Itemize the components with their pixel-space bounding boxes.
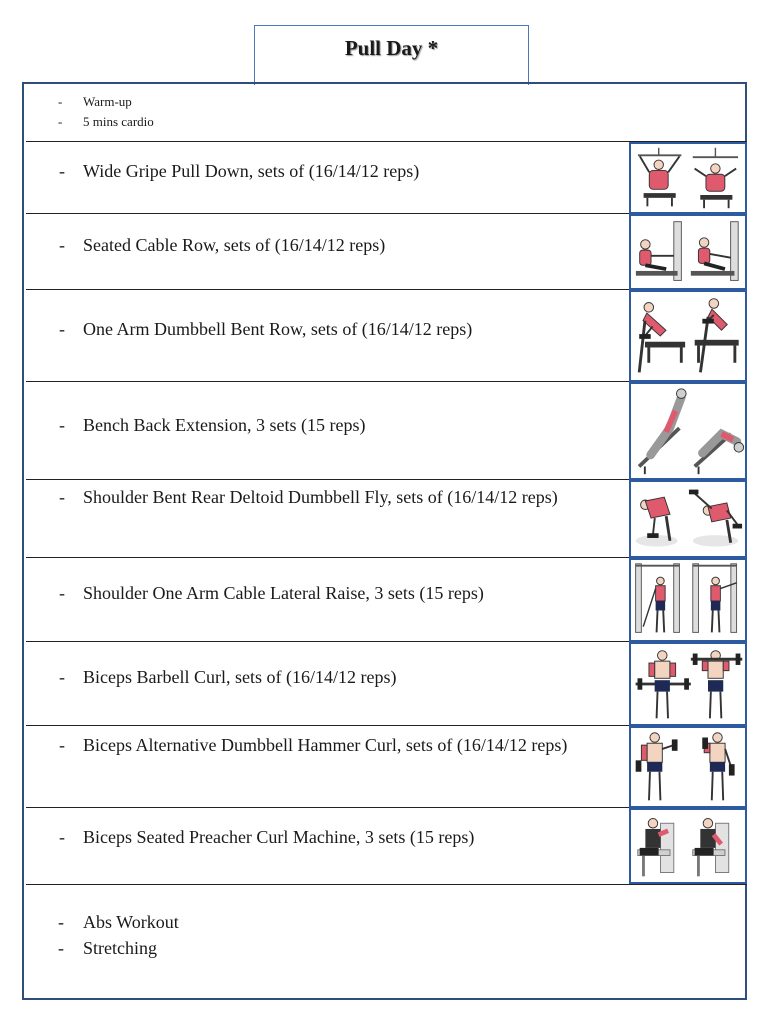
- warmup-item: - 5 mins cardio: [58, 114, 154, 129]
- dumbbell-row-icon: [631, 292, 745, 380]
- exercise-label: Biceps Alternative Dumbbell Hammer Curl, sets of (16/14/12 reps): [83, 735, 568, 755]
- exercise-row: - Biceps Barbell Curl, sets of (16/14/12 reps): [26, 642, 747, 726]
- barbell-curl-icon: [631, 644, 745, 724]
- back-extension-icon: [631, 384, 745, 478]
- page-title: Pull Day *: [344, 36, 439, 60]
- exercise-label: Seated Cable Row, sets of (16/14/12 reps): [83, 235, 386, 255]
- exercise-row: - Biceps Alternative Dumbbell Hammer Curl, sets of (16/14/12 reps): [26, 726, 747, 808]
- title-box: [254, 25, 529, 85]
- preacher-curl-icon: [631, 810, 745, 882]
- exercise-row: - Shoulder Bent Rear Deltoid Dumbbell Fly, sets of (16/14/12 reps): [26, 480, 747, 558]
- cable-lateral-raise-icon: [631, 560, 745, 640]
- exercise-row: - One Arm Dumbbell Bent Row, sets of (16/14/12 reps): [26, 290, 747, 382]
- lat-pulldown-icon: [631, 144, 745, 212]
- dumbbell-row-illustration: [629, 290, 747, 382]
- exercise-label: Bench Back Extension, 3 sets (15 reps): [83, 415, 366, 435]
- cooldown-item: - Abs Workout: [58, 912, 179, 932]
- lat-pulldown-illustration: [629, 142, 747, 214]
- exercise-row: - Biceps Seated Preacher Curl Machine, 3 sets (15 reps): [26, 808, 747, 884]
- exercise-label: Biceps Seated Preacher Curl Machine, 3 sets (15 reps): [83, 827, 475, 847]
- warmup-item: - Warm-up: [58, 94, 132, 109]
- hammer-curl-icon: [631, 728, 745, 806]
- warmup-label: 5 mins cardio: [83, 114, 154, 129]
- cable-lateral-raise-illustration: [629, 558, 747, 642]
- cooldown-label: Stretching: [83, 938, 157, 958]
- exercise-label: Shoulder One Arm Cable Lateral Raise, 3 sets (15 reps): [83, 583, 484, 603]
- cooldown-item: - Stretching: [58, 938, 157, 958]
- barbell-curl-illustration: [629, 642, 747, 726]
- rear-delt-fly-illustration: [629, 480, 747, 558]
- workout-sheet: [22, 82, 747, 1000]
- cooldown-label: Abs Workout: [83, 912, 179, 932]
- warmup-label: Warm-up: [83, 94, 132, 109]
- cooldown-section: [26, 884, 747, 996]
- warmup-section: [26, 86, 747, 142]
- preacher-curl-illustration: [629, 808, 747, 884]
- exercise-row: - Shoulder One Arm Cable Lateral Raise, 3 sets (15 reps): [26, 558, 747, 642]
- rear-delt-fly-icon: [631, 482, 745, 556]
- seated-row-icon: [631, 216, 745, 288]
- exercise-label: Biceps Barbell Curl, sets of (16/14/12 reps): [83, 667, 397, 687]
- seated-row-illustration: [629, 214, 747, 290]
- exercise-row: - Bench Back Extension, 3 sets (15 reps): [26, 382, 747, 480]
- back-extension-illustration: [629, 382, 747, 480]
- exercise-label: Shoulder Bent Rear Deltoid Dumbbell Fly, sets of (16/14/12 reps): [83, 487, 558, 507]
- hammer-curl-illustration: [629, 726, 747, 808]
- exercise-label: One Arm Dumbbell Bent Row, sets of (16/14/12 reps): [83, 319, 473, 339]
- exercise-row: - Seated Cable Row, sets of (16/14/12 reps): [26, 214, 747, 290]
- exercise-row: - Wide Gripe Pull Down, sets of (16/14/12 reps): [26, 142, 747, 214]
- exercise-label: Wide Gripe Pull Down, sets of (16/14/12 reps): [83, 161, 420, 181]
